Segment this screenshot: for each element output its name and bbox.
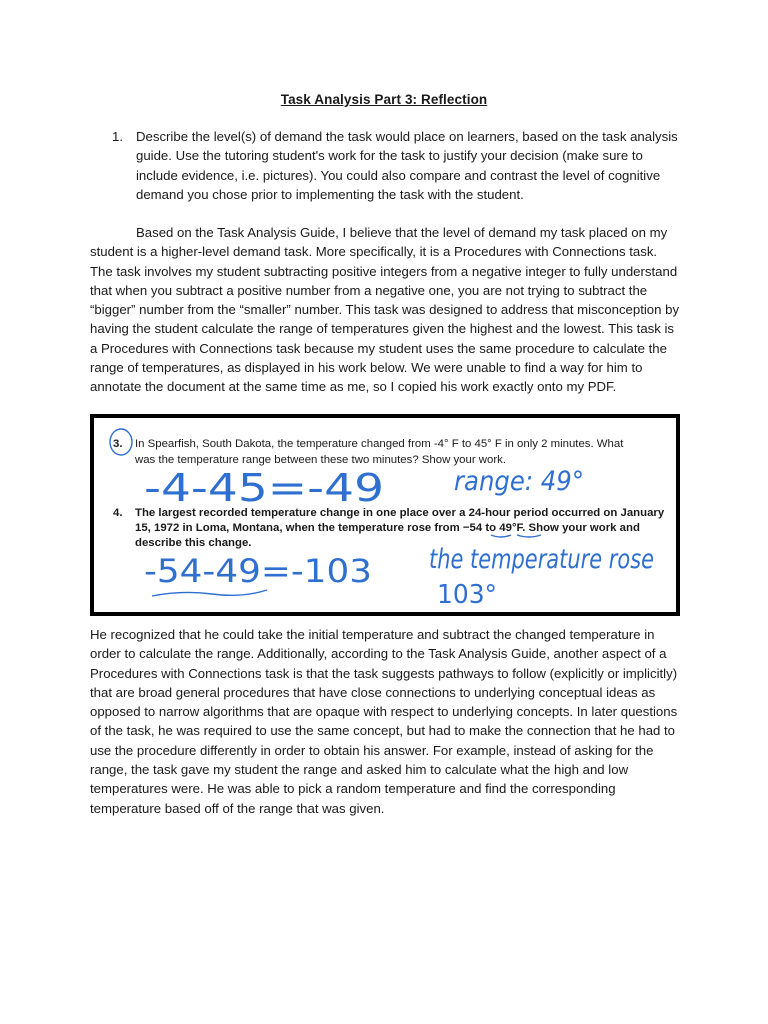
paragraph-1: Based on the Task Analysis Guide, I believe that the level of demand my task placed on my student is a higher-level demand task. More specifically, it is a Procedures with Connections task. The task involves my student subtracting positive integers from a negative integer to fully understand that when you subtract a positive number from a negative one, you are not trying to subtract the “bigger” number from the “smaller” number. This task was designed to address that misconception by having the student calculate the range of temperatures given the highest and the lowest. This task is a Procedures with Connections task because my student uses the same procedure to calculate the range of temperatures, as displayed in his work below. We were unable to find a way for him to annotate the document at the same time as me, so I copied his work exactly onto my PDF. (90, 225, 680, 395)
q4-line1: The largest recorded temperature change in one place over a 24-hour period occurred on January (135, 507, 665, 519)
q4-number: 4. (113, 507, 123, 519)
q4-line3: describe this change. (135, 537, 252, 549)
underline-mark-icon (491, 535, 511, 537)
document-title: Task Analysis Part 3: Reflection (280, 92, 488, 107)
q3-line1: In Spearfish, South Dakota, the temperature changed from -4° F to 45° F in only 2 minutes. What (135, 438, 624, 450)
q3-handwritten-answer: range: 49° (454, 466, 584, 497)
paragraph-2: He recognized that he could take the initial temperature and subtract the changed temperature in order to calculate the range. Additionally, according to the Task Analysis Guide, another aspect of a Procedures with Connections task is that the task suggests pathways to follow (explicitly or implicitly) that are broad general procedures that have close connections to underlying conceptual ideas as opposed to narrow algorithms that are opaque with respect to underlying concepts. In later questions of the task, he was required to use the same concept, but had to make the connection that he had to use the procedure differently in order to obtain his answer. For example, instead of asking for the range, the task gave my student the range and asked him to calculate what the high and low temperatures were. He was able to pick a random temperature and find the corresponding temperature based off of the range that was given. (90, 627, 678, 816)
q4-handwritten-equation: -54-49=-103 (144, 552, 372, 590)
student-work-image (90, 414, 680, 616)
question-text: Describe the level(s) of demand the task would place on learners, based on the task analysis guide. Use the tutoring student's work for the task to justify your decision (make sure to include evidence, i.e. pictures). You could also compare and contrast the level of cognitive demand you chose prior to implementing the task with the student. (136, 129, 678, 202)
q4-handwritten-answer-line1: the temperature rose (429, 544, 654, 575)
q3-handwritten-equation: -4-45=-49 (144, 466, 384, 510)
underline-mark-icon (517, 535, 541, 537)
question-1 (112, 127, 678, 204)
q4-handwritten-answer-line2: 103° (437, 580, 497, 610)
q3-line2: was the temperature range between these two minutes? Show your work. (135, 454, 507, 466)
student-work-drawing (94, 418, 676, 612)
question-number: 1. (112, 129, 123, 144)
q3-number: 3. (113, 438, 123, 450)
q4-line2: 15, 1972 in Loma, Montana, when the temperature rose from −54 to 49°F. Show your work and (135, 522, 640, 534)
squiggle-underline-icon (152, 590, 267, 596)
